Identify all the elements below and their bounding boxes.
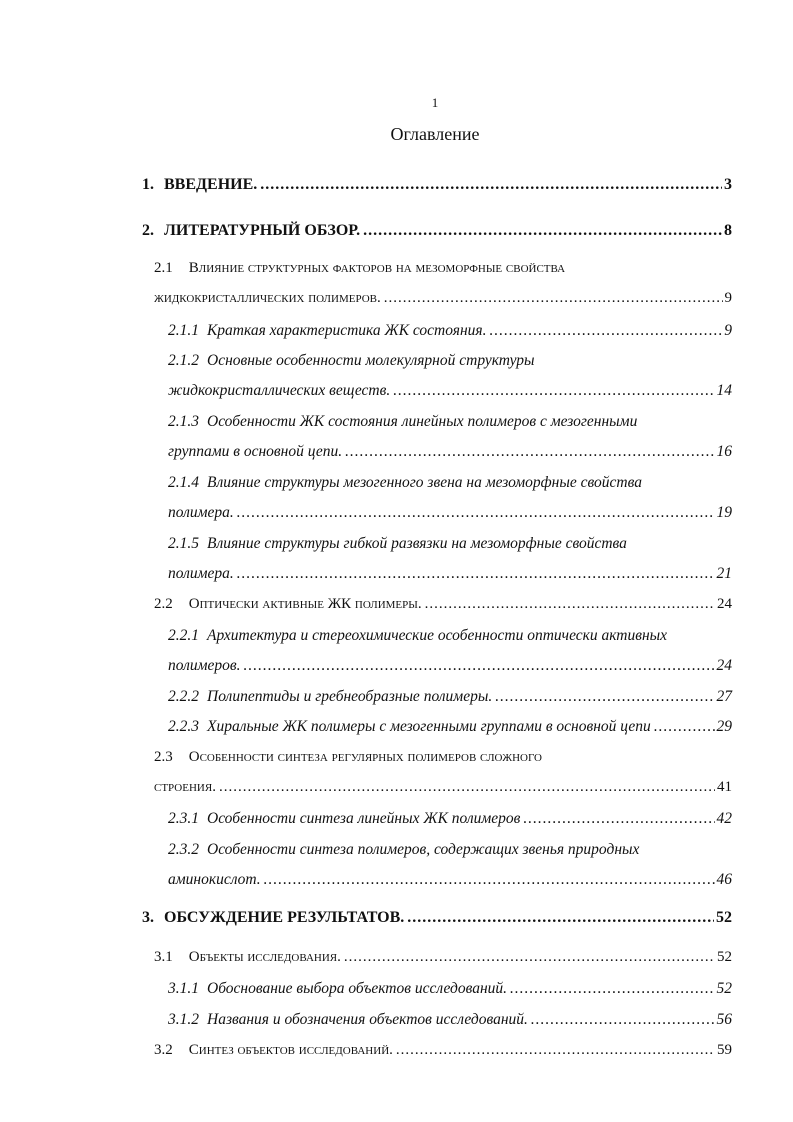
toc-number: 2.2.2	[168, 688, 199, 705]
toc-page: 59	[717, 1042, 732, 1058]
toc-page: 21	[716, 565, 732, 582]
toc-entry-ch1[interactable]	[142, 176, 732, 194]
toc-page: 52	[717, 949, 732, 965]
toc-entry-2-1-4-line1[interactable]	[168, 474, 732, 492]
toc-entry-2-1-3-line2[interactable]	[168, 443, 732, 461]
toc-label: Архитектура и стереохимические особенности оптически активных	[207, 627, 668, 644]
toc-entry-2-3-2-line1[interactable]	[168, 841, 732, 859]
toc-label: Особенности синтеза полимеров, содержащих звенья природных	[207, 841, 640, 858]
toc-number: 1.	[142, 176, 154, 193]
toc-page: 3	[724, 176, 732, 193]
toc-number: 2.1.1	[168, 322, 199, 339]
toc-label: ВВЕДЕНИЕ.	[164, 176, 258, 193]
toc-page: 24	[716, 657, 732, 674]
toc-page: 16	[716, 443, 732, 460]
toc-label: ЛИТЕРАТУРНЫЙ ОБЗОР.	[164, 222, 361, 239]
toc-entry-2-1-line2[interactable]	[154, 290, 732, 307]
page-number: 1	[431, 95, 439, 110]
toc-entry-2-1-5-line1[interactable]	[168, 535, 732, 553]
toc-entry-2-3-2-line2[interactable]	[168, 871, 732, 889]
toc-label: Обоснование выбора объектов исследований.	[207, 980, 508, 997]
toc-number: 2.2	[154, 596, 173, 612]
toc-entry-ch3[interactable]	[142, 909, 732, 927]
toc-entry-2-2-2[interactable]	[168, 688, 732, 706]
toc-page: 52	[716, 980, 732, 997]
toc-number: 3.	[142, 909, 154, 926]
toc-entry-3-1[interactable]	[154, 949, 732, 966]
toc-label-continued: аминокислот.	[168, 871, 261, 888]
toc-page: 42	[716, 810, 732, 827]
toc-number: 3.1.1	[168, 980, 199, 997]
toc-label: Особенности синтеза линейных ЖК полимеров	[207, 810, 521, 827]
toc-entry-2-1-line1[interactable]	[154, 260, 732, 277]
toc-entry-2-2[interactable]	[154, 596, 732, 613]
toc-number: 3.2	[154, 1042, 173, 1058]
toc-entry-2-2-1-line2[interactable]	[168, 657, 732, 675]
toc-entry-2-2-3[interactable]	[168, 718, 732, 736]
toc-label: Хиральные ЖК полимеры с мезогенными группами в основной цепи	[207, 718, 651, 735]
toc-number: 2.1	[154, 260, 173, 276]
toc-label: Влияние структурных факторов на мезоморфные свойства	[188, 260, 566, 276]
toc-page: 52	[716, 909, 732, 926]
toc-label: Объекты исследования.	[188, 949, 341, 965]
toc-entry-2-2-1-line1[interactable]	[168, 627, 732, 645]
toc-entry-2-3-line1[interactable]	[154, 749, 732, 766]
toc-label-continued: жидкокристаллических полимеров.	[154, 290, 381, 306]
toc-number: 3.1	[154, 949, 173, 965]
toc-entry-ch2[interactable]	[142, 222, 732, 240]
toc-page: 29	[716, 718, 732, 735]
toc-title: Оглавление	[390, 124, 480, 144]
toc-label-continued: строения.	[154, 779, 216, 795]
toc-number: 2.3	[154, 749, 173, 765]
toc-label: Особенности синтеза регулярных полимеров сложного	[188, 749, 542, 765]
toc-page: 9	[724, 322, 732, 339]
toc-entry-3-1-2[interactable]	[168, 1011, 732, 1029]
toc-label: Краткая характеристика ЖК состояния.	[207, 322, 487, 339]
toc-page: 8	[724, 222, 732, 239]
toc-page: 27	[716, 688, 732, 705]
toc-label: Влияние структуры мезогенного звена на мезоморфные свойства	[207, 474, 642, 491]
toc-label-continued: полимера.	[168, 565, 234, 582]
toc-number: 2.3.2	[168, 841, 199, 858]
toc-entry-2-1-2-line2[interactable]	[168, 382, 732, 400]
toc-page: 41	[717, 779, 732, 795]
toc-number: 3.1.2	[168, 1011, 199, 1028]
toc-entry-2-3-line2[interactable]	[154, 779, 732, 796]
toc-number: 2.1.4	[168, 474, 199, 491]
toc-entry-2-1-4-line2[interactable]	[168, 504, 732, 522]
toc-number: 2.2.1	[168, 627, 199, 644]
toc-label-continued: группами в основной цепи.	[168, 443, 343, 460]
toc-label: Названия и обозначения объектов исследований.	[207, 1011, 528, 1028]
toc-label: Оптически активные ЖК полимеры.	[188, 596, 422, 612]
toc-entry-2-3-1[interactable]	[168, 810, 732, 828]
toc-entry-3-2[interactable]	[154, 1042, 732, 1059]
toc-number: 2.1.2	[168, 352, 199, 369]
toc-entry-2-1-2-line1[interactable]	[168, 352, 732, 370]
toc-number: 2.	[142, 222, 154, 239]
toc-label: Особенности ЖК состояния линейных полимеров с мезогенными	[207, 413, 638, 430]
toc-entry-2-1-5-line2[interactable]	[168, 565, 732, 583]
toc-label: Полипептиды и гребнеобразные полимеры.	[207, 688, 493, 705]
toc-entry-3-1-1[interactable]	[168, 980, 732, 998]
toc-entry-2-1-3-line1[interactable]	[168, 413, 732, 431]
toc-number: 2.3.1	[168, 810, 199, 827]
toc-label-continued: жидкокристаллических веществ.	[168, 382, 391, 399]
toc-label: Влияние структуры гибкой развязки на мезоморфные свойства	[207, 535, 627, 552]
toc-page: 56	[716, 1011, 732, 1028]
toc-label: Синтез объектов исследований.	[188, 1042, 393, 1058]
toc-label-continued: полимеров.	[168, 657, 241, 674]
toc-number: 2.2.3	[168, 718, 199, 735]
toc-page: 24	[717, 596, 732, 612]
toc-label: Основные особенности молекулярной структуры	[207, 352, 535, 369]
toc-entry-2-1-1[interactable]	[168, 322, 732, 340]
toc-page: 46	[716, 871, 732, 888]
toc-number: 2.1.5	[168, 535, 199, 552]
toc-page: 14	[716, 382, 732, 399]
toc-label: ОБСУЖДЕНИЕ РЕЗУЛЬТАТОВ.	[164, 909, 405, 926]
toc-label-continued: полимера.	[168, 504, 234, 521]
toc-page: 19	[716, 504, 732, 521]
toc-number: 2.1.3	[168, 413, 199, 430]
toc-page: 9	[724, 290, 732, 306]
